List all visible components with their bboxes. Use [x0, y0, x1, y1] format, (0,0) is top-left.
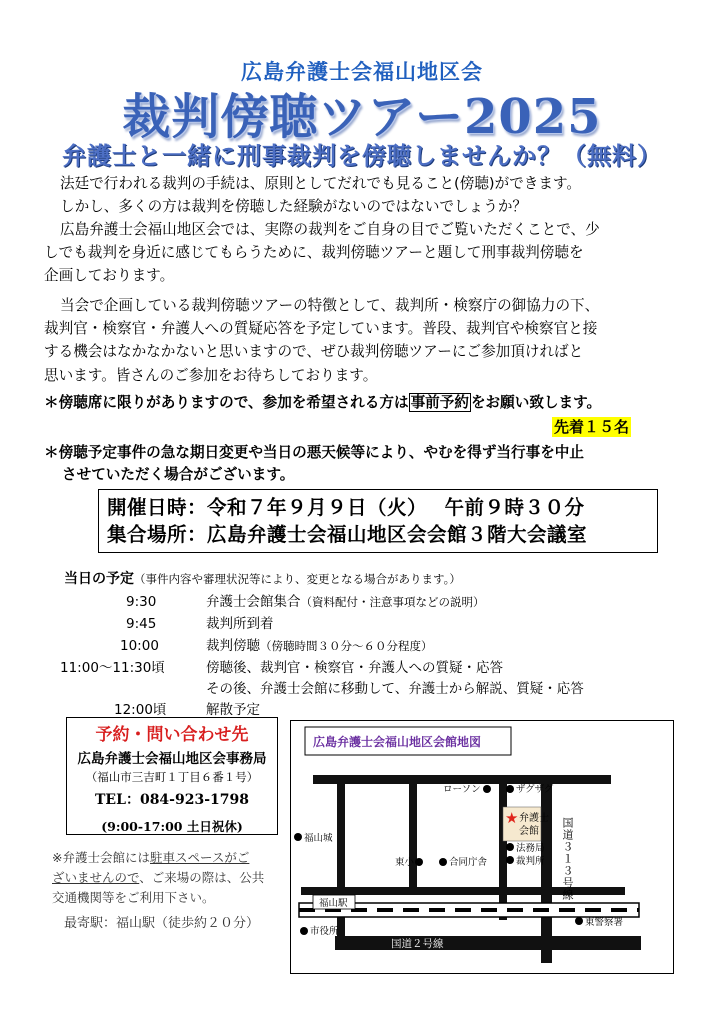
map-drawing — [291, 721, 673, 973]
city-hall-dot-icon — [300, 927, 308, 935]
schedule-note-0: （資料配付・注意事項などの説明） — [300, 595, 485, 609]
intro-p4 — [44, 294, 684, 387]
police-label: 東警察署 — [585, 917, 624, 928]
contact-phone[interactable]: TEL：084-923-1798 — [95, 792, 249, 808]
event-date: 開催日時：令和７年９月９日（火） 午前９時３０分 — [107, 496, 585, 519]
court-label: 裁判所 — [516, 856, 545, 867]
godo-label: 合同庁舎 — [449, 857, 488, 868]
first-come-text: 先着１５名 — [554, 418, 630, 436]
page-subtitle: 弁護士と一緒に刑事裁判を傍聴しませんか？（無料） — [62, 142, 662, 170]
road-mid-east — [499, 775, 507, 920]
intro-text — [60, 172, 690, 218]
advance-reservation-box: 事前予約 — [410, 394, 469, 411]
lawson-dot-icon — [483, 785, 491, 793]
schedule-text-5: 解散予定 — [206, 702, 260, 718]
schedule-item-0 — [206, 592, 485, 612]
road-central — [301, 887, 625, 895]
intro-p4-line1: 当会で企画している裁判傍聴ツアーの特徴として、裁判所・検察庁の御協力の下、 — [60, 297, 600, 314]
schedule-heading: 当日の予定 — [64, 571, 134, 587]
city-hall-label: 市役所 — [310, 926, 339, 937]
godo-dot-icon — [439, 858, 447, 866]
station-label: 福山駅 — [319, 898, 348, 909]
schedule-heading-row — [64, 569, 461, 589]
schedule-item-2 — [206, 636, 433, 656]
nearest-station: 最寄駅：福山駅（徒歩約２０分） — [64, 916, 260, 931]
organization-name: 広島弁護士会福山地区会 — [241, 60, 483, 84]
intro-p3 — [44, 218, 684, 288]
parking-line3: 交通機関等をご利用下さい。 — [52, 890, 215, 905]
contact-address: （福山市三吉町１丁目６番１号） — [85, 770, 259, 784]
schedule-time-5: 12:00頃 — [114, 702, 167, 718]
schedule-text-2: 裁判傍聴 — [206, 638, 260, 654]
intro-p4-line4: 思います。皆さんのご参加をお待ちしております。 — [44, 366, 378, 384]
schedule-text-1: 裁判所到着 — [206, 616, 274, 632]
higashisho-dot-icon — [415, 858, 423, 866]
intro-p2: しかし、多くの方は裁判を傍聴した経験がないのではないでしょうか？ — [60, 198, 528, 216]
route-2-road — [335, 936, 641, 950]
route2-label: 国道２号線 — [391, 938, 444, 950]
lawson-label: ローソン — [443, 784, 481, 795]
castle-dot-icon — [294, 833, 302, 841]
intro-p1: 法廷で行われる裁判の手続は、原則としてだれでも見ること(傍聴)ができます。 — [60, 175, 582, 192]
contact-box — [66, 717, 278, 835]
access-map — [290, 720, 674, 974]
first-come-badge — [552, 416, 631, 437]
court-dot-icon — [506, 856, 514, 864]
schedule-time-3: 11:00～11:30頃 — [60, 660, 165, 676]
reservation-note-post: をお願い致します。 — [470, 394, 602, 411]
parking-note — [52, 848, 280, 908]
intro-p3-line3: 企画しております。 — [44, 267, 175, 285]
schedule-note-2: （傍聴時間３０分～６０分程度） — [260, 639, 433, 653]
hall-label-1: 弁護士 — [519, 813, 549, 824]
reservation-note — [44, 392, 694, 414]
reservation-note-pre: ＊傍聴席に限りがありますので、参加を希望される方は — [44, 394, 409, 411]
schedule-time-2: 10:00 — [120, 638, 159, 654]
intro-p4-line3: する機会はなかなかないと思いますので、ぜひ裁判傍聴ツアーにご参加頂ければと — [44, 343, 584, 361]
schedule-time-1: 9:45 — [126, 616, 157, 632]
contact-org: 広島弁護士会福山地区会事務局 — [77, 751, 267, 767]
schedule-heading-note: （事件内容や審理状況等により、変更となる場合があります。） — [134, 572, 461, 586]
route-313-road — [541, 775, 552, 963]
contact-heading: 予約・問い合わせ先 — [95, 725, 249, 745]
cancellation-note — [44, 442, 694, 486]
schedule-text-0: 弁護士会館集合 — [206, 594, 301, 610]
intro-p3-line1: 広島弁護士会福山地区会では、実際の裁判をご自身の目でご覧いただくことで、少 — [60, 221, 600, 238]
road-north — [313, 775, 611, 784]
cancellation-line1: ＊傍聴予定事件の急な期日変更や当日の悪天候等により、やむを得ず当行事を中止 — [44, 444, 584, 461]
parking-underlined-1: 駐車スペースがご — [149, 850, 250, 865]
intro-p3-line2: しでも裁判を身近に感じてもらうために、裁判傍聴ツアーと題して刑事裁判傍聴を — [44, 244, 584, 262]
road-mid-west — [409, 775, 417, 895]
zigzag-label: ザグザグ — [516, 784, 554, 795]
page-title: 裁判傍聴ツアー2025 — [122, 89, 602, 145]
route313-label: 国道３１３号線 — [561, 817, 573, 901]
intro-p4-line2: 裁判官・検察官・弁護人への質疑応答を予定しています。普段、裁判官や検察官と接 — [44, 320, 598, 338]
zigzag-dot-icon — [506, 785, 514, 793]
parking-mid: 、ご来場の際は、公共 — [139, 870, 265, 885]
contact-hours: (9:00-17:00 土日祝休) — [101, 819, 243, 834]
event-place: 集合場所：広島弁護士会福山地区会会館３階大会議室 — [107, 523, 588, 546]
higashisho-label: 東小 — [395, 857, 415, 868]
schedule-text-4: その後、弁護士会館に移動して、弁護士から解説、質疑・応答 — [206, 681, 584, 697]
schedule-time-0: 9:30 — [126, 594, 157, 610]
police-dot-icon — [575, 917, 583, 925]
parking-underlined-2: ざいませんので — [52, 870, 140, 885]
cancellation-line2: させていただく場合がございます。 — [62, 466, 295, 483]
hall-label-2: 会館 — [519, 826, 539, 837]
castle-label: 福山城 — [304, 833, 333, 844]
schedule-text-3: 傍聴後、裁判官・検察官・弁護人への質疑・応答 — [206, 660, 503, 676]
houmukyoku-label: 法務局 — [516, 843, 545, 854]
star-icon: ★ — [505, 809, 519, 827]
parking-prefix: ※弁護士会館には — [52, 850, 150, 865]
map-title: 広島弁護士会福山地区会館地図 — [313, 735, 482, 749]
event-info-box — [98, 489, 658, 553]
houmukyoku-dot-icon — [506, 843, 514, 851]
